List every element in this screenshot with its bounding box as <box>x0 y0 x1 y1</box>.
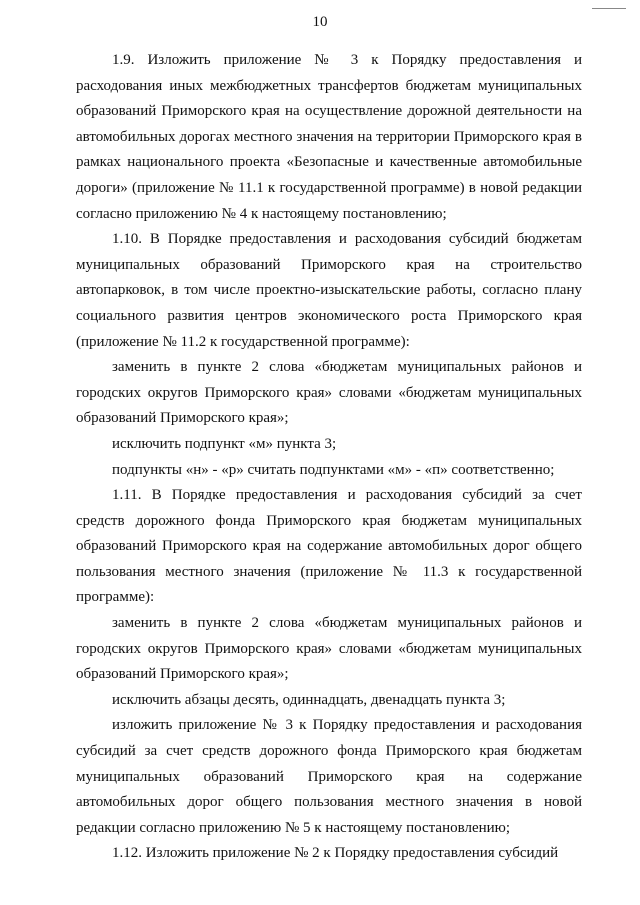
document-body <box>76 48 582 867</box>
paragraph-1-11-exclude-paragraphs: исключить абзацы десять, одиннадцать, двенадцать пункта 3; <box>112 691 506 708</box>
paragraph-1-9: 1.9. Изложить приложение № 3 к Порядку предоставления и расходования иных межбюджетных трансфертов бюджетам муниципальных образований Приморского края на осуществление дорожной деятельности на автомобильных дорогах местного значения на территории Приморского края в рамках национального проекта «Безопасные и качественные автомобильные дороги» (приложение № 11.1 к государственной программе) в новой редакции согласно приложению № 4 к настоящему постановлению; <box>76 52 582 222</box>
paragraph-1-10-replace-words: заменить в пункте 2 слова «бюджетам муниципальных районов и городских округов Приморского края» словами «бюджетам муниципальных образований Приморского края»; <box>76 359 582 427</box>
paragraph-1-10: 1.10. В Порядке предоставления и расходования субсидий бюджетам муниципальных образований Приморского края на строительство автопарковок, в том числе проектно-изыскательские работы, согласно плану социального развития центров экономического роста Приморского края (приложение № 11.2 к государственной программе): <box>76 231 582 350</box>
corner-scan-mark <box>592 8 626 9</box>
page-number: 10 <box>312 14 328 30</box>
paragraph-1-11-restate-appendix: изложить приложение № 3 к Порядку предоставления и расходования субсидий за счет средств дорожного фонда Приморского края бюджетам муниципальных образований Приморского края на содержание автомобильных дорог общего пользования местного значения в новой редакции согласно приложению № 5 к настоящему постановлению; <box>76 717 582 836</box>
paragraph-1-12: 1.12. Изложить приложение № 2 к Порядку предоставления субсидий <box>112 845 559 862</box>
paragraph-1-10-exclude-subitem: исключить подпункт «м» пункта 3; <box>112 435 337 452</box>
paragraph-1-10-renumber-subitems: подпункты «н» - «р» считать подпунктами «м» - «п» соответственно; <box>112 461 555 478</box>
paragraph-1-11-replace-words: заменить в пункте 2 слова «бюджетам муниципальных районов и городских округов Приморского края» словами «бюджетам муниципальных образований Приморского края»; <box>76 615 582 683</box>
paragraph-1-11: 1.11. В Порядке предоставления и расходования субсидий за счет средств дорожного фонда Приморского края бюджетам муниципальных образований Приморского края на содержание автомобильных дорог общего пользования местного значения (приложение № 11.3 к государственной программе): <box>76 487 582 606</box>
